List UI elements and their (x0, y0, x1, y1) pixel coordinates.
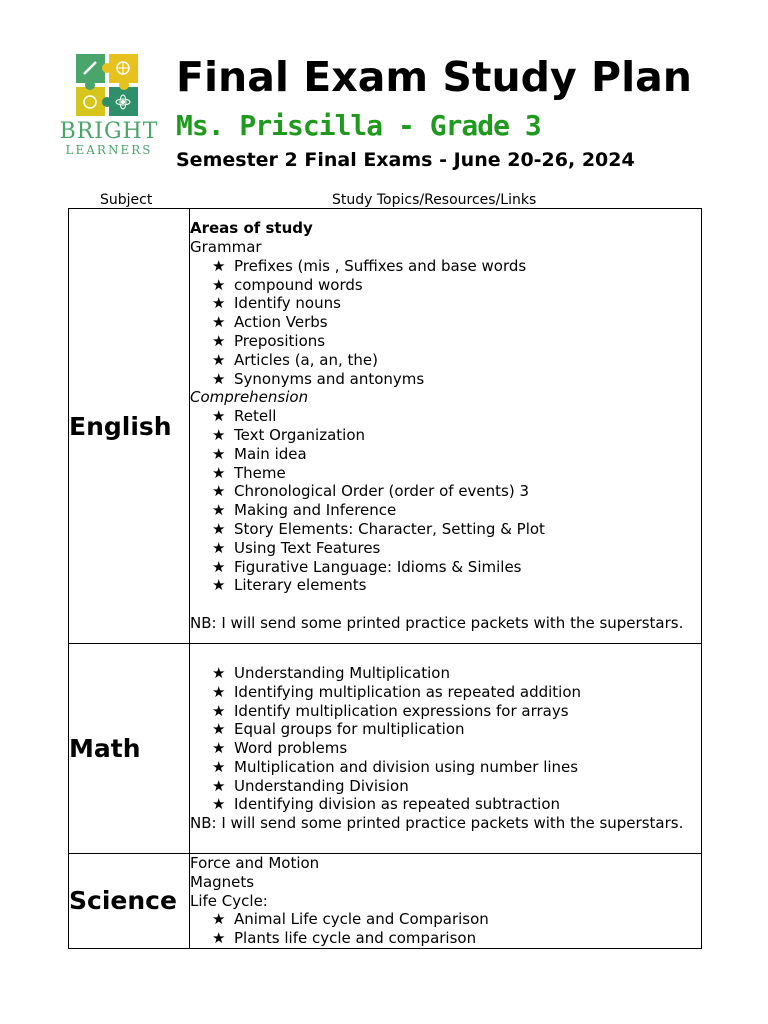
star-bullet-icon: ★ (212, 313, 226, 332)
spacer (190, 595, 701, 614)
list-item-label: Making and Inference (234, 501, 397, 520)
column-header-subject: Subject (100, 192, 153, 208)
star-bullet-icon: ★ (212, 910, 226, 929)
list-item (190, 501, 701, 520)
list-item (190, 294, 701, 313)
bright-learners-logo (56, 52, 166, 162)
list-item (190, 276, 701, 295)
list-item (190, 313, 701, 332)
star-bullet-icon: ★ (212, 444, 226, 463)
teacher-grade-subtitle: Ms. Priscilla - Grade 3 (176, 109, 541, 142)
list-item (190, 683, 701, 702)
list-item-label: Main idea (234, 444, 307, 463)
list-item (190, 426, 701, 445)
star-bullet-icon: ★ (212, 720, 226, 739)
subject-cell-science: Science (69, 854, 190, 949)
star-bullet-icon: ★ (212, 929, 226, 948)
list-item (190, 795, 701, 814)
star-bullet-icon: ★ (212, 407, 226, 426)
star-bullet-icon: ★ (212, 682, 226, 701)
list-item (190, 777, 701, 796)
list-item-label: Identifying multiplication as repeated addition (234, 682, 582, 701)
comprehension-list (190, 407, 701, 595)
list-item (190, 910, 701, 929)
star-bullet-icon: ★ (212, 275, 226, 294)
list-item-label: Multiplication and division using number lines (234, 757, 579, 776)
list-item (190, 332, 701, 351)
star-bullet-icon: ★ (212, 482, 226, 501)
science-line: Magnets (190, 872, 255, 891)
areas-of-study-heading: Areas of study (190, 219, 313, 238)
star-bullet-icon: ★ (212, 795, 226, 814)
list-item (190, 351, 701, 370)
list-item (190, 739, 701, 758)
star-bullet-icon: ★ (212, 576, 226, 595)
table-row-english (69, 209, 702, 644)
list-item-label: Plants life cycle and comparison (234, 929, 477, 948)
star-bullet-icon: ★ (212, 369, 226, 388)
subject-cell-english: English (69, 209, 190, 644)
list-item (190, 664, 701, 683)
english-note: NB: I will send some printed practice packets with the superstars. (190, 613, 684, 632)
list-item-label: Identify nouns (234, 294, 341, 313)
star-bullet-icon: ★ (212, 519, 226, 538)
star-bullet-icon: ★ (212, 739, 226, 758)
star-bullet-icon: ★ (212, 426, 226, 444)
list-item (190, 407, 701, 426)
logo-text-learners: LEARNERS (65, 143, 153, 157)
list-item (190, 576, 701, 595)
study-plan-table (68, 208, 702, 949)
star-bullet-icon: ★ (212, 557, 226, 576)
star-bullet-icon: ★ (212, 776, 226, 795)
list-item-label: Text Organization (234, 426, 366, 444)
list-item-label: Using Text Features (234, 538, 381, 557)
star-bullet-icon: ★ (212, 294, 226, 313)
list-item (190, 445, 701, 464)
list-item-label: compound words (234, 275, 363, 294)
logo-text-bright: BRIGHT (59, 119, 159, 144)
page-title: Final Exam Study Plan (176, 53, 692, 101)
list-item (190, 539, 701, 558)
list-item-label: Equal groups for multiplication (234, 720, 465, 739)
list-item-label: Chronological Order (order of events) 3 (234, 482, 530, 501)
list-item (190, 929, 701, 948)
list-item (190, 370, 701, 389)
list-item-label: Theme (234, 463, 286, 482)
science-line: Force and Motion (190, 854, 320, 872)
list-item (190, 482, 701, 501)
list-item (190, 758, 701, 777)
list-item (190, 558, 701, 577)
list-item-label: Prefixes (mis , Suffixes and base words (234, 256, 527, 275)
list-item (190, 720, 701, 739)
list-item (190, 257, 701, 276)
list-item-label: Animal Life cycle and Comparison (234, 910, 489, 929)
star-bullet-icon: ★ (212, 701, 226, 720)
logo-wordmark (56, 120, 162, 156)
puzzle-logo-icon (74, 52, 140, 118)
star-bullet-icon: ★ (212, 256, 226, 275)
star-bullet-icon: ★ (212, 463, 226, 482)
list-item (190, 702, 701, 721)
star-bullet-icon: ★ (212, 350, 226, 369)
star-bullet-icon: ★ (212, 538, 226, 557)
topics-cell-math (190, 644, 702, 854)
science-topic-list (190, 910, 701, 948)
comprehension-label: Comprehension (190, 388, 309, 407)
list-item-label: Literary elements (234, 576, 367, 595)
table-row-science (69, 854, 702, 949)
list-item-label: Synonyms and antonyms (234, 369, 425, 388)
star-bullet-icon: ★ (212, 501, 226, 520)
science-line: Life Cycle: (190, 891, 268, 910)
list-item-label: Identifying division as repeated subtraction (234, 795, 561, 814)
star-bullet-icon: ★ (212, 663, 226, 682)
list-item (190, 464, 701, 483)
list-item-label: Prepositions (234, 332, 326, 351)
exam-dates: Semester 2 Final Exams - June 20-26, 2024 (176, 149, 635, 171)
list-item-label: Articles (a, an, the) (234, 350, 378, 369)
list-item-label: Understanding Division (234, 776, 409, 795)
list-item-label: Retell (234, 407, 277, 426)
topics-cell-science (190, 854, 702, 949)
math-topic-list (190, 664, 701, 814)
star-bullet-icon: ★ (212, 332, 226, 351)
list-item-label: Identify multiplication expressions for arrays (234, 701, 569, 720)
table-row-math (69, 644, 702, 854)
list-item-label: Understanding Multiplication (234, 663, 450, 682)
star-bullet-icon: ★ (212, 757, 226, 776)
topics-cell-english (190, 209, 702, 644)
grammar-label: Grammar (190, 238, 262, 257)
list-item-label: Action Verbs (234, 313, 328, 332)
list-item-label: Story Elements: Character, Setting & Plot (234, 519, 545, 538)
math-note: NB: I will send some printed practice packets with the superstars. (190, 814, 684, 833)
subject-cell-math: Math (69, 644, 190, 854)
list-item (190, 520, 701, 539)
list-item-label: Figurative Language: Idioms & Similes (234, 557, 522, 576)
column-header-topics: Study Topics/Resources/Links (332, 192, 537, 208)
grammar-list (190, 257, 701, 389)
list-item-label: Word problems (234, 739, 348, 758)
